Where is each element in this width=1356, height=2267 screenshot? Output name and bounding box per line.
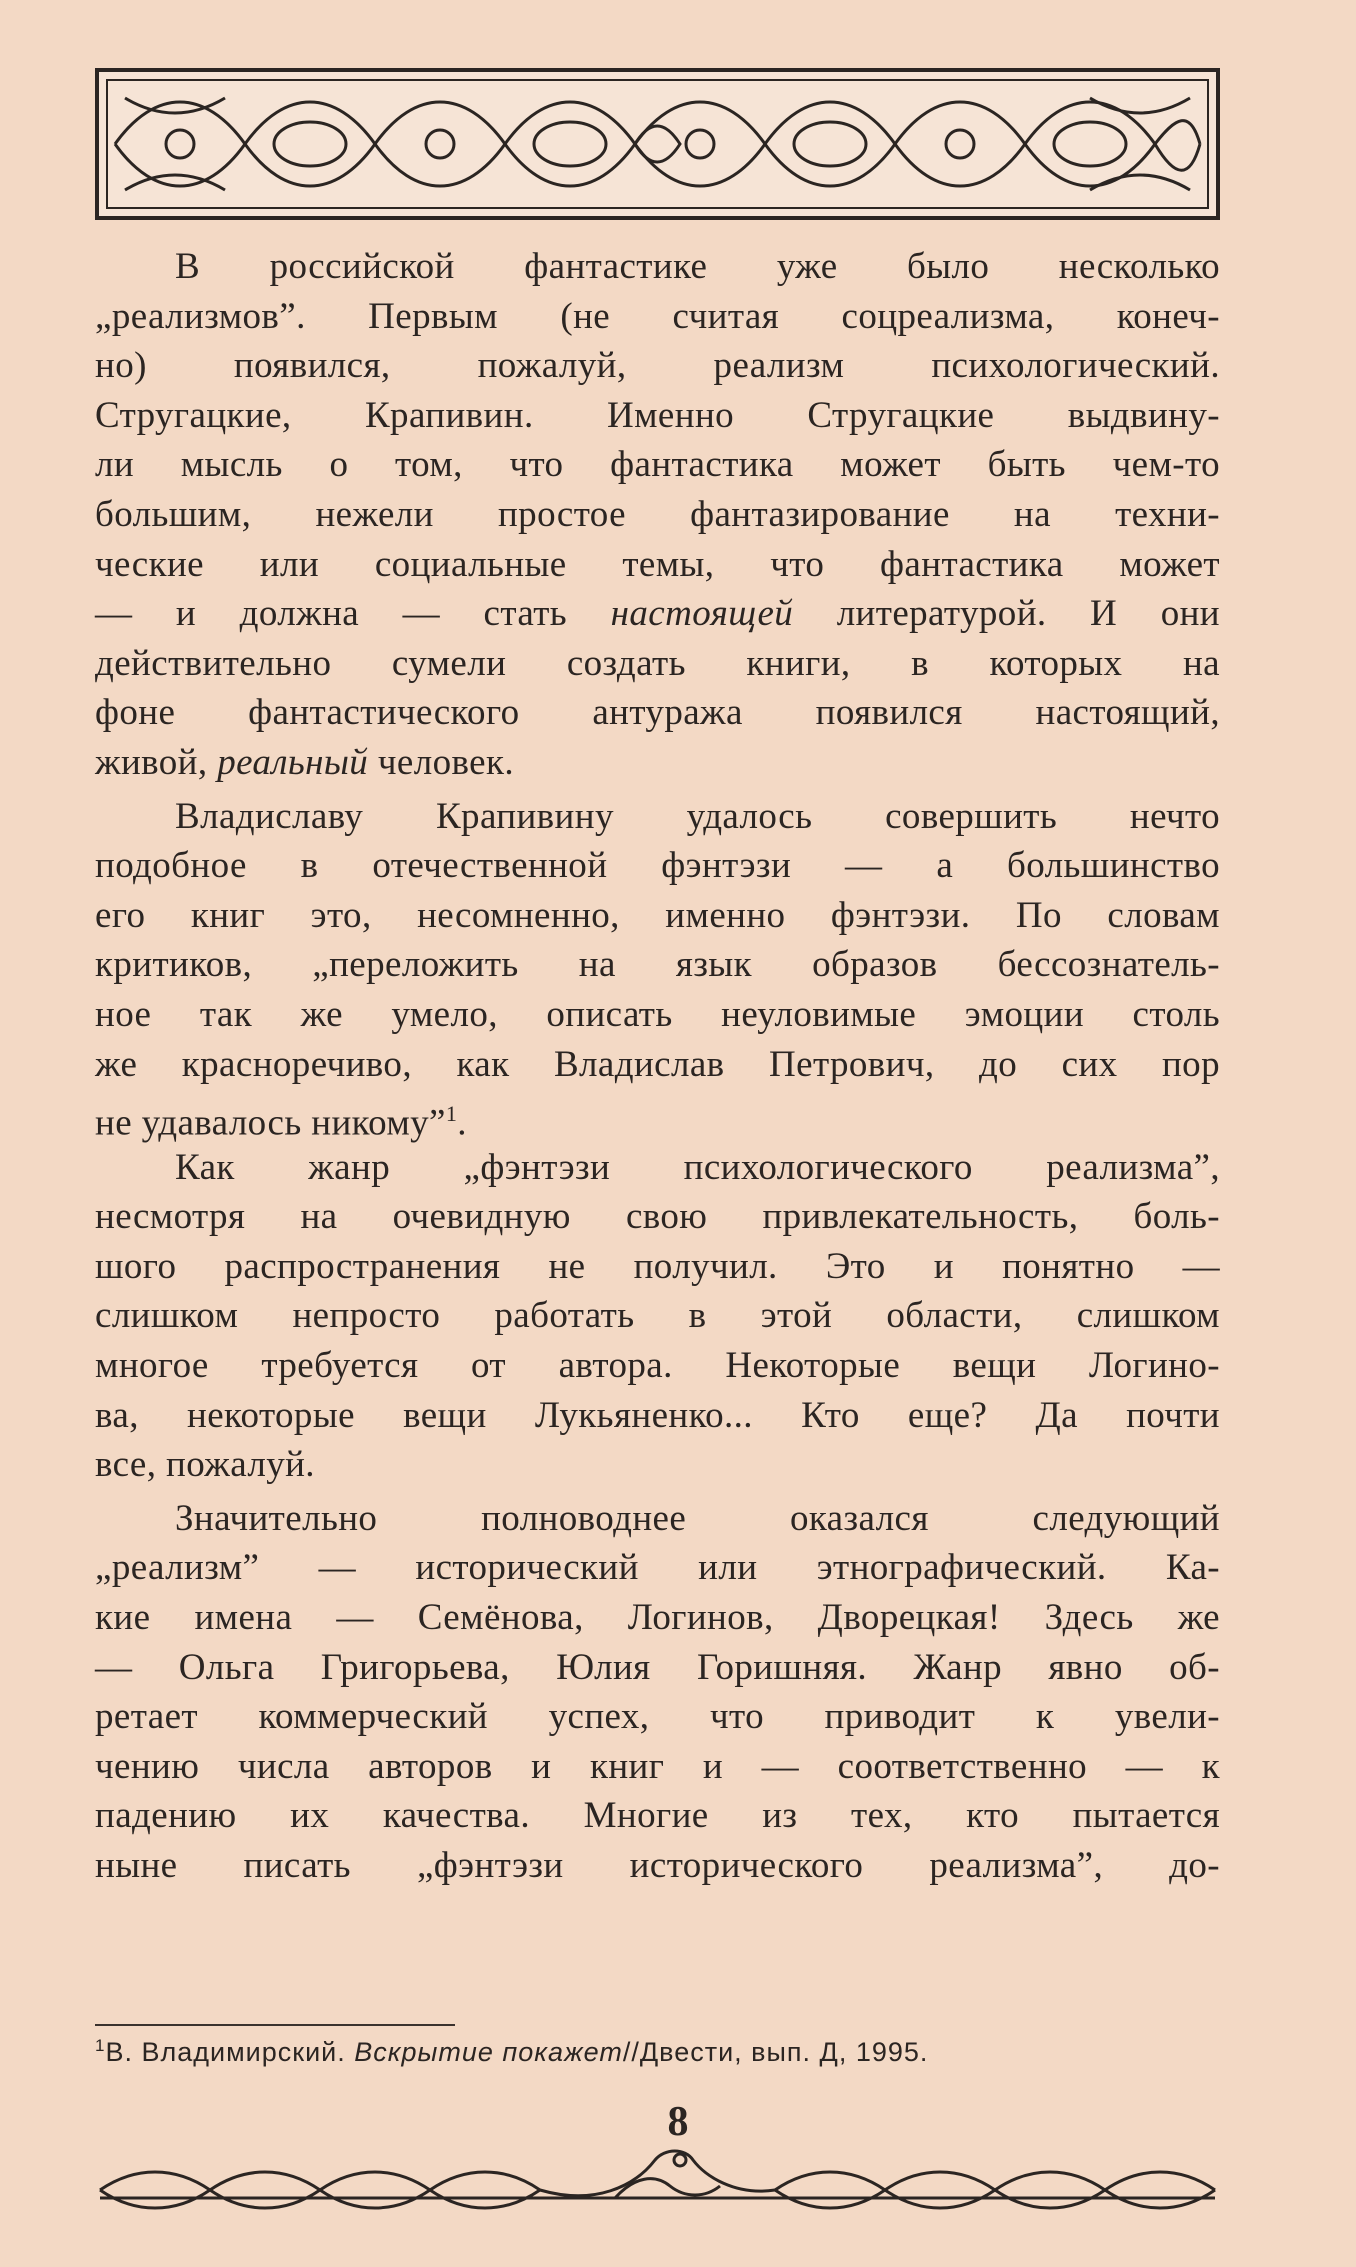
footnote — [95, 2036, 1220, 2068]
footnote-source: //Двести, вып. Д, 1995. — [622, 2037, 929, 2067]
text-line: живой, реальный человек. — [95, 741, 514, 783]
footnote-title: Вскрытие покажет — [354, 2037, 623, 2067]
text-line: фоне фантастического антуража появился настоящий, — [95, 692, 1220, 734]
text-line: шого распространения не получил. Это и понятно — — [95, 1245, 1220, 1287]
text-line: ва, некоторые вещи Лукьяненко... Кто еще? Да почти — [95, 1394, 1220, 1436]
text-line: „реализм” — исторический или этнографический. Ка- — [95, 1547, 1220, 1589]
text-line: Владиславу Крапивину удалось совершить нечто — [175, 795, 1220, 837]
text-line: действительно сумели создать книги, в которых на — [95, 642, 1220, 684]
text-line: — и должна — стать настоящей литературой. И они — [95, 593, 1220, 635]
header-ornament-icon — [95, 68, 1220, 220]
text-line: слишком непросто работать в этой области, слишком — [95, 1295, 1220, 1337]
text-line: В российской фантастике уже было несколько — [175, 246, 1220, 287]
main-text — [95, 242, 1220, 1891]
text-line: ли мысль о том, что фантастика может быть чем-то — [95, 444, 1220, 486]
page-number: 8 — [667, 2099, 689, 2145]
text-line: Как жанр „фэнтэзи психологического реализма”, — [175, 1146, 1220, 1188]
text-line: ное так же умело, описать неуловимые эмоции столь — [95, 993, 1220, 1035]
text-line: его книг это, несомненно, именно фэнтэзи. По словам — [95, 894, 1220, 936]
footer-ornament-icon — [95, 2146, 1220, 2218]
footnote-ref[interactable]: 1 — [445, 1101, 458, 1127]
text-line: ческие или социальные темы, что фантастика может — [95, 543, 1220, 585]
text-line: все, пожалуй. — [95, 1444, 315, 1486]
text-line: падению их качества. Многие из тех, кто пытается — [95, 1795, 1220, 1837]
text-line: ныне писать „фэнтэзи исторического реализма”, до- — [95, 1845, 1220, 1886]
text-line: — Ольга Григорьева, Юлия Горишняя. Жанр явно об- — [95, 1646, 1220, 1688]
text-line: Стругацкие, Крапивин. Именно Стругацкие выдвину- — [95, 394, 1220, 436]
text-line: „реализмов”. Первым (не считая соцреализма, конеч- — [95, 295, 1220, 337]
footnote-divider — [95, 2024, 455, 2026]
text-line: не удавалось никому”$^1$. — [95, 1101, 467, 1144]
text-line: ретает коммерческий успех, что приводит к увели- — [95, 1696, 1220, 1738]
text-line: подобное в отечественной фэнтэзи — а большинство — [95, 845, 1220, 887]
text-line: Значительно полноводнее оказался следующий — [175, 1497, 1220, 1539]
text-line: кие имена — Семёнова, Логинов, Дворецкая! Здесь же — [95, 1597, 1220, 1639]
text-line: но) появился, пожалуй, реализм психологический. — [95, 345, 1220, 387]
emphasis: реальный — [217, 741, 369, 783]
footnote-author: В. Владимирский. — [105, 2037, 346, 2067]
footnote-mark: 1 — [95, 2036, 106, 2055]
emphasis: настоящей — [610, 593, 794, 635]
text-line: критиков, „переложить на язык образов бессознатель- — [95, 944, 1220, 986]
text-line: же красноречиво, как Владислав Петрович, до сих пор — [95, 1043, 1220, 1085]
text-line: чению числа авторов и книг и — соответственно — к — [95, 1745, 1220, 1787]
text-line: многое требуется от автора. Некоторые вещи Логино- — [95, 1345, 1220, 1387]
text-line: несмотря на очевидную свою привлекательность, боль- — [95, 1196, 1220, 1238]
text-line: большим, нежели простое фантазирование на техни- — [95, 493, 1220, 535]
